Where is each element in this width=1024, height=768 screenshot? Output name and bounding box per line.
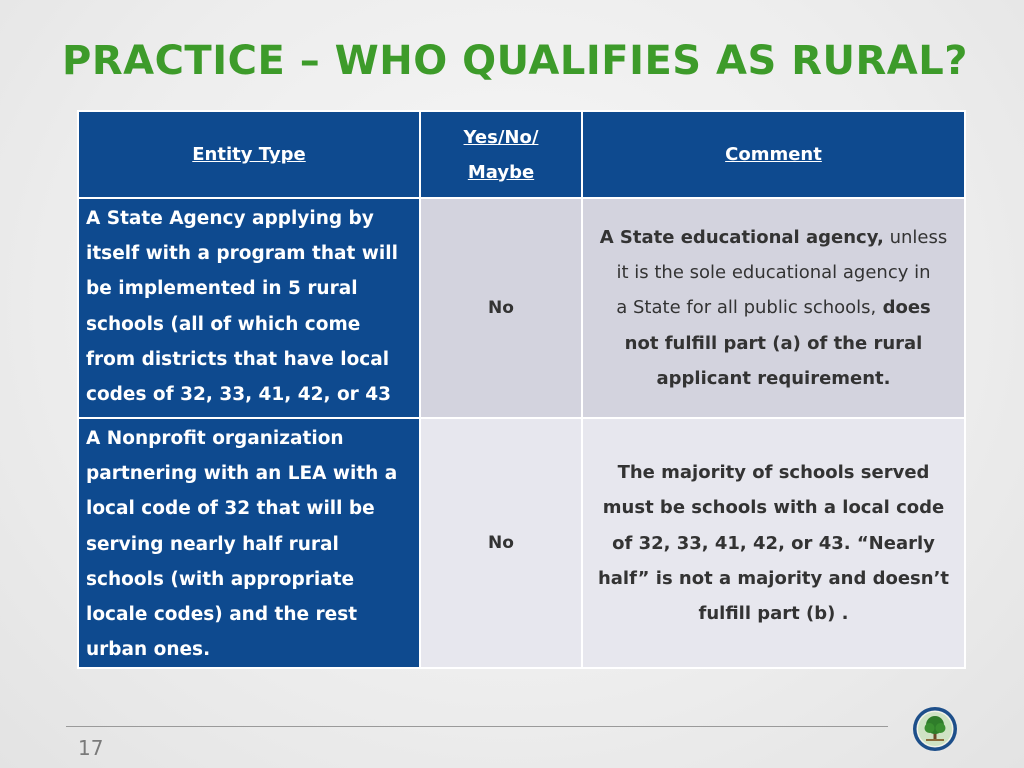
header-entity-type-label: Entity Type — [192, 144, 306, 165]
entity-line: urban ones. — [86, 639, 211, 661]
comment-cell — [582, 198, 965, 418]
entity-cell — [78, 198, 420, 418]
footer-divider — [66, 726, 888, 727]
header-comment-label: Comment — [725, 144, 822, 165]
answer-value: No — [488, 298, 514, 318]
comment-bold-text: does — [876, 297, 931, 319]
header-yn-line2: Maybe — [467, 161, 535, 183]
table-header-row — [78, 111, 965, 198]
comment-bold-text: A State educational agency, — [599, 226, 884, 248]
comment-text: unless — [883, 226, 948, 248]
entity-line: locale codes) and the rest — [86, 604, 358, 626]
comment-text: a State for all public schools, — [616, 297, 877, 319]
page-number: 17 — [78, 736, 104, 760]
comment-line: applicant requirement. — [656, 367, 891, 389]
comment-cell — [582, 418, 965, 668]
comment-line: The majority of schools served — [617, 461, 930, 483]
comment-line: must be schools with a local code — [602, 497, 945, 519]
entity-line: codes of 32, 33, 41, 42, or 43 — [86, 384, 391, 406]
comment-line: half” is not a majority and doesn’t — [597, 567, 950, 589]
header-yn-line1: Yes/No/ — [463, 126, 539, 148]
table-row — [78, 198, 965, 418]
entity-line: itself with a program that will — [86, 243, 398, 265]
header-yes-no-maybe — [420, 111, 582, 198]
entity-line: schools (all of which come — [86, 313, 361, 335]
entity-line: schools (with appropriate — [86, 568, 355, 590]
department-of-education-seal-icon — [912, 706, 958, 752]
entity-line: partnering with an LEA with a — [86, 463, 398, 485]
entity-line: serving nearly half rural — [86, 533, 339, 555]
answer-cell — [420, 418, 582, 668]
header-comment — [582, 111, 965, 198]
header-entity-type — [78, 111, 420, 198]
entity-cell — [78, 418, 420, 668]
entity-line: A State Agency applying by — [86, 208, 374, 229]
comment-line — [589, 290, 958, 325]
table-row — [78, 418, 965, 668]
entity-line: A Nonprofit organization — [86, 428, 344, 449]
comment-line: of 32, 33, 41, 42, or 43. “Nearly — [612, 532, 935, 554]
comment-line: fulfill part (b) . — [698, 603, 849, 625]
entity-line: local code of 32 that will be — [86, 498, 375, 520]
entity-line: from districts that have local — [86, 348, 390, 370]
comment-line — [589, 220, 958, 255]
slide-title: PRACTICE – WHO QUALIFIES AS RURAL? — [62, 38, 968, 84]
answer-cell — [420, 198, 582, 418]
entity-line: be implemented in 5 rural — [86, 278, 358, 300]
answer-value: No — [488, 533, 514, 554]
comment-line: it is the sole educational agency in — [616, 262, 931, 284]
comment-line: not fulfill part (a) of the rural — [624, 332, 923, 354]
rural-qualification-table — [77, 110, 966, 669]
